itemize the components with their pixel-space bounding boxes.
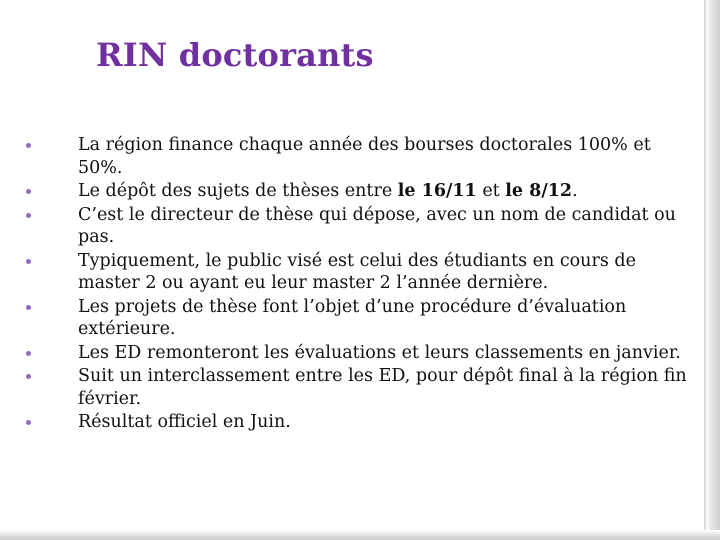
bullet-item bbox=[20, 204, 690, 249]
bullet-text: Typiquement, le public visé est celui des étudiants en cours de master 2 ou ayant eu leur master 2 l’année dernière. bbox=[78, 250, 636, 293]
bullet-icon bbox=[26, 213, 31, 218]
bullet-text-part: . bbox=[572, 181, 578, 201]
bullet-icon bbox=[26, 143, 31, 148]
bullet-item bbox=[20, 250, 690, 295]
bullet-text: Les ED remonteront les évaluations et leurs classements en janvier. bbox=[78, 342, 681, 363]
bullet-text-part: et bbox=[476, 181, 506, 201]
bullet-icon bbox=[26, 351, 31, 356]
bullet-text: Résultat officiel en Juin. bbox=[78, 412, 291, 432]
bullet-item bbox=[20, 342, 690, 365]
slide-title: RIN doctorants bbox=[96, 36, 374, 74]
slide-frame-right bbox=[706, 0, 720, 540]
bullet-text-part: Le dépôt des sujets de thèses entre bbox=[78, 181, 398, 201]
bullet-text: Suit un interclassement entre les ED, pour dépôt final à la région fin février. bbox=[78, 366, 687, 409]
deposit-start-date: le 16/11 bbox=[397, 181, 477, 201]
bullet-icon bbox=[26, 305, 31, 310]
bullet-icon bbox=[26, 420, 31, 425]
bullet-text: Les projets de thèse font l’objet d’une procédure d’évaluation extérieure. bbox=[78, 296, 627, 339]
bullet-list bbox=[20, 134, 690, 435]
bullet-item bbox=[20, 296, 690, 341]
bullet-item bbox=[20, 180, 690, 203]
bullet-item bbox=[20, 365, 690, 410]
bullet-text: C’est le directeur de thèse qui dépose, avec un nom de candidat ou pas. bbox=[78, 204, 676, 247]
bullet-item bbox=[20, 134, 690, 179]
bullet-icon bbox=[26, 259, 31, 264]
bullet-text: La région finance chaque année des bourses doctorales 100% et 50%. bbox=[78, 135, 651, 178]
bullet-text bbox=[78, 181, 578, 201]
deposit-end-date: le 8/12 bbox=[505, 181, 573, 201]
bullet-icon bbox=[26, 374, 31, 379]
slide-frame-bottom bbox=[0, 530, 720, 540]
bullet-item bbox=[20, 411, 690, 434]
bullet-icon bbox=[26, 189, 31, 194]
